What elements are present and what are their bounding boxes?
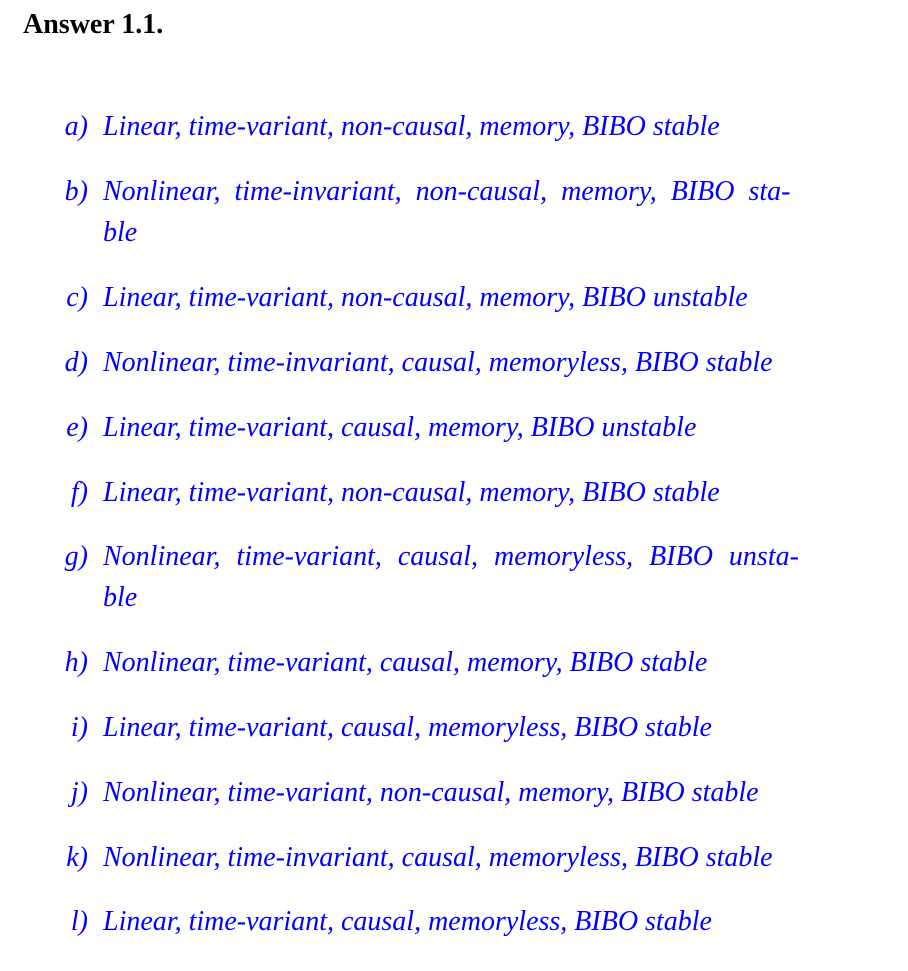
item-text: Linear, time-variant, causal, memoryless, BIBO stable	[103, 712, 712, 743]
item-marker: f)	[70, 477, 88, 508]
item-text: Nonlinear, time-variant, causal, memory, BIBO stable	[103, 647, 708, 678]
item-text-line-2: ble	[103, 217, 138, 248]
item-text-line-1: Nonlinear, time-variant, causal, memoryless, BIBO unsta-	[103, 541, 799, 572]
item-marker: c)	[66, 282, 88, 313]
item-text: Linear, time-variant, non-causal, memory, BIBO stable	[103, 111, 720, 142]
item-marker: l)	[70, 906, 88, 937]
item-marker: e)	[66, 412, 88, 443]
answer-heading: Answer 1.1.	[23, 9, 164, 40]
item-marker: g)	[64, 541, 88, 572]
item-text: Nonlinear, time-invariant, causal, memoryless, BIBO stable	[103, 347, 773, 378]
item-marker: h)	[64, 647, 88, 678]
item-marker: d)	[64, 347, 88, 378]
item-marker: j)	[70, 777, 88, 808]
item-text: Linear, time-variant, causal, memory, BIBO unstable	[103, 412, 697, 443]
item-text-line-2: ble	[103, 582, 138, 613]
item-marker: b)	[64, 176, 88, 207]
item-marker: i)	[70, 712, 88, 743]
item-text: Linear, time-variant, non-causal, memory, BIBO stable	[103, 477, 720, 508]
item-text: Nonlinear, time-invariant, causal, memoryless, BIBO stable	[103, 842, 773, 873]
item-marker: k)	[66, 842, 88, 873]
item-text: Nonlinear, time-variant, non-causal, memory, BIBO stable	[103, 777, 759, 808]
item-marker: a)	[64, 111, 88, 142]
item-text: Linear, time-variant, causal, memoryless, BIBO stable	[103, 906, 712, 937]
item-text-line-1: Nonlinear, time-invariant, non-causal, memory, BIBO sta-	[103, 176, 791, 207]
item-text: Linear, time-variant, non-causal, memory, BIBO unstable	[103, 282, 748, 313]
